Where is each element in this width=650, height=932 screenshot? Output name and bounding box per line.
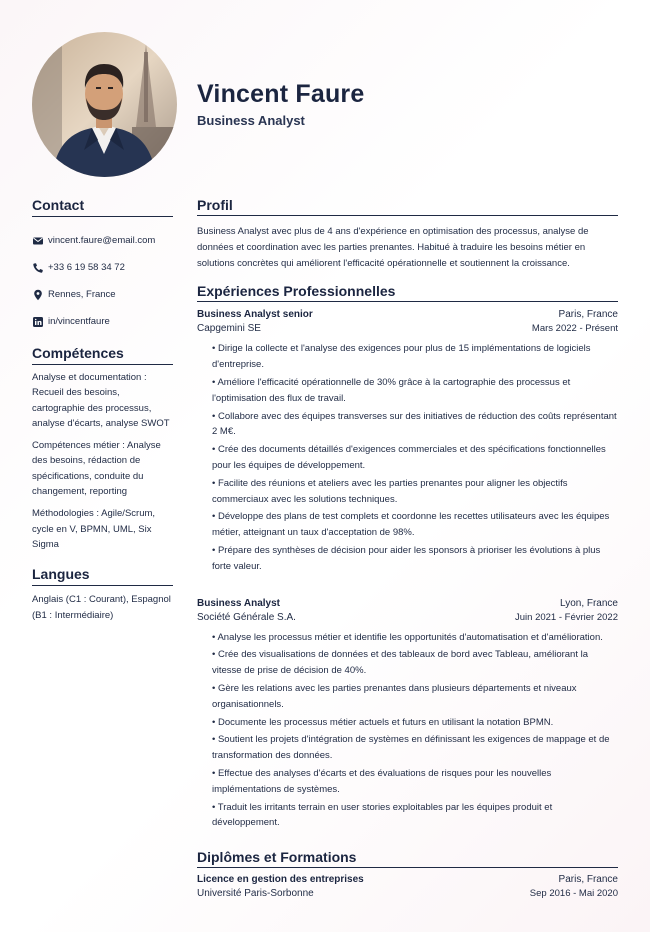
- job-bullets: [212, 630, 618, 832]
- contact-location: [32, 281, 173, 308]
- skills-heading: Compétences: [32, 345, 173, 365]
- skills-list: [32, 370, 173, 552]
- skill-item: Analyse et documentation : Recueil des besoins, cartographie des processus, analyse d'écarts, analyse SWOT: [32, 372, 170, 429]
- contact-linkedin[interactable]: [32, 308, 173, 335]
- candidate-name: Vincent Faure: [197, 80, 365, 108]
- contact-location-text: Rennes, France: [48, 289, 116, 300]
- job-bullet: • Dirige la collecte et l'analyse des exigences pour plus de 15 implémentations de logiciels d'entreprise.: [212, 341, 618, 373]
- contact-phone[interactable]: [32, 254, 173, 281]
- contact-list: [32, 227, 173, 335]
- job-bullet: • Traduit les irritants terrain en user stories exploitables par les équipes produit et développement.: [212, 800, 618, 832]
- linkedin-icon: [32, 316, 44, 328]
- candidate-title: Business Analyst: [197, 113, 305, 128]
- profile-photo: [32, 32, 177, 177]
- education-school: Université Paris-Sorbonne: [197, 888, 314, 900]
- job-bullet: • Soutient les projets d'intégration de systèmes en définissant les exigences de mappage et de transformation des données.: [212, 732, 618, 764]
- contact-linkedin-text: in/vincentfaure: [48, 316, 110, 327]
- job-header: [197, 308, 618, 322]
- job-dates: Mars 2022 - Présent: [531, 323, 618, 335]
- job-bullet: • Développe des plans de test complets et coordonne les recettes utilisateurs avec les équipes métier, atteignant un taux d'acceptation de 98%.: [212, 509, 618, 541]
- job-role: Business Analyst: [197, 597, 280, 609]
- job-bullet: • Analyse les processus métier et identifie les opportunités d'automatisation et d'amélioration.: [212, 630, 618, 646]
- skill-item: Méthodologies : Agile/Scrum, cycle en V, BPMN, UML, Six Sigma: [32, 508, 156, 550]
- languages-text: Anglais (C1 : Courant), Espagnol (B1 : Intermédiaire): [32, 594, 171, 621]
- contact-phone-text: +33 6 19 58 34 72: [48, 262, 125, 273]
- education-dates: Sep 2016 - Mai 2020: [529, 888, 618, 900]
- education-location: Paris, France: [558, 874, 618, 886]
- education-subheader: [197, 887, 618, 901]
- contact-email-text: vincent.faure@email.com: [48, 235, 156, 246]
- job-dates: Juin 2021 - Février 2022: [515, 611, 618, 623]
- contact-heading: Contact: [32, 197, 173, 217]
- job-location: Paris, France: [558, 309, 618, 321]
- job-subheader: [197, 611, 618, 625]
- education-degree: Licence en gestion des entreprises: [197, 874, 364, 886]
- profile-heading: Profil: [197, 197, 618, 216]
- job-role: Business Analyst senior: [197, 309, 313, 321]
- job-entry: [197, 308, 618, 574]
- job-bullet: • Crée des visualisations de données et des tableaux de bord avec Tableau, améliorant la vitesse de prise de décision de 40%.: [212, 647, 618, 679]
- portrait-illustration: [32, 32, 177, 177]
- languages-heading: Langues: [32, 566, 173, 586]
- education-heading: Diplômes et Formations: [197, 849, 618, 868]
- phone-icon: [32, 262, 44, 274]
- profile-text: Business Analyst avec plus de 4 ans d'expérience en optimisation des processus, analyse de données et coordination avec les parties prenantes. Habitué à traduire les besoins métier en solutions concrètes qui améliorent l'efficacité opérationnelle et soutiennent la croissance.: [197, 226, 589, 269]
- job-company: Capgemini SE: [197, 323, 261, 335]
- job-company: Société Générale S.A.: [197, 611, 296, 623]
- left-column: [32, 197, 173, 623]
- job-bullets: [212, 341, 618, 574]
- right-column: [197, 197, 618, 901]
- map-pin-icon: [32, 289, 44, 301]
- job-bullet: • Facilite des réunions et ateliers avec les parties prenantes pour aligner les objectifs commerciaux avec les solutions techniques.: [212, 476, 618, 508]
- job-bullet: • Prépare des synthèses de décision pour aider les sponsors à prioriser les évolutions à plus forte valeur.: [212, 543, 618, 575]
- education-header: [197, 873, 618, 887]
- contact-email[interactable]: [32, 227, 173, 254]
- experience-heading: Expériences Professionnelles: [197, 283, 618, 302]
- job-bullet: • Crée des documents détaillés d'exigences commerciales et des spécifications fonctionnelles pour les équipes de développement.: [212, 442, 618, 474]
- job-bullet: • Améliore l'efficacité opérationnelle de 30% grâce à la cartographie des processus et l'optimisation des flux de travail.: [212, 375, 618, 407]
- envelope-icon: [32, 235, 44, 247]
- job-entry: [197, 597, 618, 832]
- education-entry: [197, 873, 618, 901]
- job-bullet: • Documente les processus métier actuels et futurs en utilisant la notation BPMN.: [212, 715, 618, 731]
- job-subheader: [197, 322, 618, 336]
- job-header: [197, 597, 618, 611]
- job-bullet: • Collabore avec des équipes transverses sur des initiatives de réduction des coûts représentant 2 M€.: [212, 409, 618, 441]
- job-bullet: • Effectue des analyses d'écarts et des évaluations de risques pour les nouvelles implémentations de systèmes.: [212, 766, 618, 798]
- job-bullet: • Gère les relations avec les parties prenantes dans plusieurs départements et niveaux organisationnels.: [212, 681, 618, 713]
- skill-item: Compétences métier : Analyse des besoins, rédaction de spécifications, conduite du changement, reporting: [32, 440, 161, 498]
- job-location: Lyon, France: [560, 597, 618, 609]
